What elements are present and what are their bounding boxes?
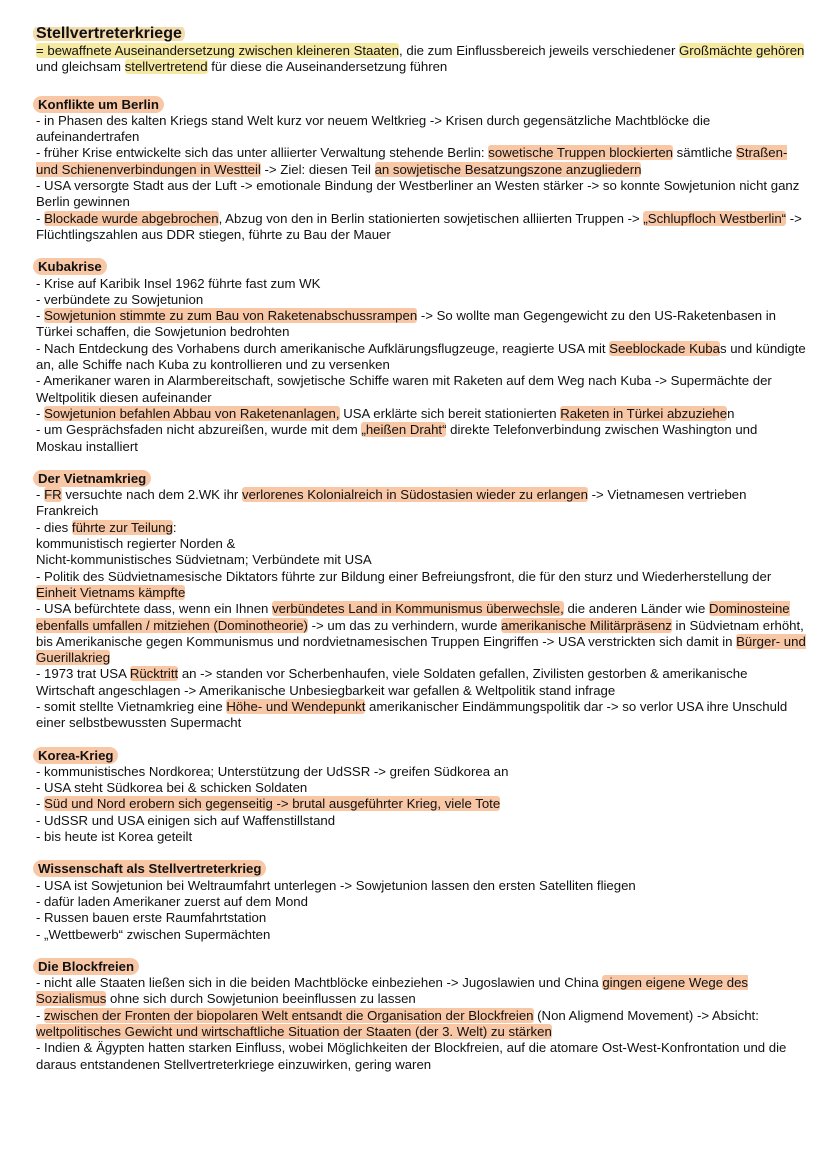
text-run: -> Ziel: diesen Teil	[260, 161, 375, 177]
highlighted-text: Sowjetunion befahlen Abbau von Raketenanlagen,	[44, 405, 340, 421]
highlighted-text: weltpolitisches Gewicht und wirtschaftliche Situation der Staaten (der 3. Welt) zu stärken	[36, 1024, 552, 1040]
text-run: an -> standen vor Scherbenhaufen, viele Soldaten gefallen, Zivilisten gestorben & amerikanische Wirtschaft angeschlagen -> Amerikanische Unbesiegbarkeit war gefallen & Weltpolitik stand infrage	[36, 666, 748, 698]
bullet-point	[36, 796, 806, 812]
section-heading: Konflikte um Berlin	[33, 96, 164, 113]
section-heading: Wissenschaft als Stellvertreterkrieg	[33, 860, 266, 877]
text-run: - Russen bauen erste Raumfahrtstation	[36, 910, 267, 926]
highlighted-text: zwischen der Fronten der biopolaren Welt entsandt die Organisation der Blockfreien	[44, 1007, 534, 1023]
text-run: -> um das zu verhindern, wurde	[307, 617, 502, 633]
highlighted-text: gingen eigene Wege des Sozialismus	[36, 975, 748, 1007]
text-run: - USA steht Südkorea bei & schicken Soldaten	[36, 780, 308, 796]
bullet-point	[36, 552, 806, 568]
highlighted-text: stellvertretend	[124, 59, 208, 75]
highlighted-text: amerikanische Militärpräsenz	[501, 617, 672, 633]
highlighted-text: an sowjetische Besatzungszone anzugliedern	[374, 161, 642, 177]
highlighted-text: verlorenes Kolonialreich in Südostasien wieder zu erlangen	[241, 487, 588, 503]
highlighted-text: Straßen- und Schienenverbindungen in Westteil	[36, 145, 788, 177]
text-run: - Amerikaner waren in Alarmbereitschaft, sowjetische Schiffe waren mit Raketen auf dem Weg nach Kuba -> Supermächte der Weltpolitik diesen aufeinander	[36, 373, 772, 405]
text-run: direkte Telefonverbindung zwischen Washington und Moskau installiert	[36, 422, 758, 454]
text-run: - in Phasen des kalten Kriegs stand Welt kurz vor neuem Weltkrieg -> Krisen durch gegensätzliche Machtblöcke die aufeinandertrafen	[36, 112, 711, 145]
highlighted-text: Blockade wurde abgebrochen	[44, 210, 219, 226]
definition-text	[36, 43, 806, 76]
text-run: - USA ist Sowjetunion bei Weltraumfahrt unterlegen -> Sowjetunion lassen den ersten Satelliten fliegen	[36, 877, 636, 893]
sections-container	[36, 43, 806, 1073]
bullet-point	[36, 601, 806, 666]
bullet-point	[36, 422, 806, 455]
bullet-point	[36, 292, 806, 308]
text-run: - verbündete zu Sowjetunion	[36, 291, 204, 307]
text-run: -	[36, 1007, 45, 1023]
document-title: Stellvertreterkriege	[33, 24, 185, 43]
highlighted-text: = bewaffnete Auseinandersetzung zwischen kleineren Staaten	[36, 43, 400, 58]
text-run: - um Gesprächsfaden nicht abzureißen, wurde mit dem	[36, 422, 362, 438]
bullet-point	[36, 308, 806, 341]
highlighted-text: „heißen Draht“	[361, 422, 447, 438]
highlighted-text: Sowjetunion stimmte zu zum Bau von Raketenabschussrampen	[44, 308, 418, 324]
text-run: -> Vietnamesen vertrieben Frankreich	[36, 487, 747, 519]
text-run: , Abzug von den in Berlin stationierten sowjetischen alliierten Truppen ->	[218, 210, 644, 226]
bullet-point	[36, 1040, 806, 1073]
section-heading: Korea-Krieg	[33, 747, 118, 764]
text-run: - USA befürchtete dass, wenn ein Ihnen	[36, 601, 273, 617]
section	[36, 732, 806, 846]
text-run: - „Wettbewerb“ zwischen Supermächten	[36, 926, 271, 942]
highlighted-text: Großmächte gehören	[679, 43, 805, 58]
bullet-point	[36, 780, 806, 796]
bullet-point	[36, 927, 806, 943]
highlighted-text: Einheit Vietnams kämpfte	[36, 584, 186, 600]
section-heading: Die Blockfreien	[33, 958, 139, 975]
bullet-point	[36, 487, 806, 520]
highlighted-text: Dominosteine ebenfalls umfallen / mitziehen (Dominotheorie)	[36, 601, 790, 633]
bullet-point	[36, 878, 806, 894]
text-run: - dies	[36, 519, 72, 535]
text-run: - nicht alle Staaten ließen sich in die beiden Machtblöcke einbeziehen -> Jugoslawien und China	[36, 975, 603, 991]
text-run: -	[36, 308, 45, 324]
bullet-point	[36, 406, 806, 422]
text-run: in Südvietnam erhöht, bis Amerikanische gegen Kommunismus und nordvietnamesischen Truppen Eingriffen -> USA verstrickten sich damit in	[36, 617, 804, 649]
bullet-point	[36, 813, 806, 829]
highlighted-text: Bürger- und Guerillakrieg	[36, 633, 806, 666]
section	[36, 845, 806, 942]
bullet-point	[36, 1008, 806, 1041]
text-run: -	[36, 405, 45, 421]
text-run: - 1973 trat USA	[36, 666, 130, 682]
highlighted-text: FR	[44, 487, 62, 503]
text-run: -	[36, 487, 45, 503]
highlighted-text: sowetische Truppen blockierten	[488, 145, 673, 161]
bullet-point	[36, 829, 806, 845]
section	[36, 943, 806, 1073]
text-run: -	[36, 210, 45, 226]
highlighted-text: Rücktritt	[129, 666, 179, 682]
text-run: und gleichsam	[36, 59, 125, 75]
text-run: - Indien & Ägypten hatten starken Einfluss, wobei Möglichkeiten der Blockfreien, auf die atomare Ost-West-Konfrontation und die daraus entstandenen Stellvertreterkriege einzuwirken, gering waren	[36, 1040, 787, 1072]
bullet-point	[36, 699, 806, 732]
bullet-point	[36, 373, 806, 406]
section	[36, 243, 806, 455]
text-run: amerikanischer Eindämmungspolitik dar -> so verlor USA ihre Unschuld einer selbstbewussten Supermacht	[36, 698, 788, 731]
bullet-point	[36, 910, 806, 926]
highlighted-text: Seeblockade Kuba	[609, 340, 720, 356]
highlighted-text: verbündetes Land in Kommunismus überwechsle,	[272, 601, 564, 617]
text-run: Nicht-kommunistisches Südvietnam; Verbündete mit USA	[36, 552, 372, 568]
text-run: - Krise auf Karibik Insel 1962 führte fast zum WK	[36, 275, 321, 291]
section-heading: Kubakrise	[33, 258, 107, 275]
bullet-point	[36, 113, 806, 146]
text-run: (Non Aligmend Movement) -> Absicht:	[533, 1007, 759, 1023]
bullet-point	[36, 666, 806, 699]
text-run: - USA versorgte Stadt aus der Luft -> emotionale Bindung der Westberliner an Westen stärker -> so konnte Sowjetunion nicht ganz Berlin gewinnen	[36, 178, 800, 210]
section	[36, 455, 806, 732]
section-heading: Der Vietnamkrieg	[33, 470, 151, 487]
bullet-point	[36, 341, 806, 374]
section	[36, 43, 806, 76]
highlighted-text: Süd und Nord erobern sich gegenseitig -> brutal ausgeführter Krieg, viele Tote	[44, 796, 501, 812]
highlighted-text: Raketen in Türkei abzuziehe	[560, 405, 728, 421]
text-run: :	[172, 519, 177, 535]
text-run: - kommunistisches Nordkorea; Unterstützung der UdSSR -> greifen Südkorea an	[36, 763, 509, 779]
bullet-point	[36, 145, 806, 178]
text-run: für diese die Auseinandersetzung führen	[207, 59, 448, 75]
text-run: - früher Krise entwickelte sich das unter alliierter Verwaltung stehende Berlin:	[36, 145, 489, 161]
highlighted-text: führte zur Teilung	[71, 519, 173, 535]
text-run: , die zum Einflussbereich jeweils verschiedener	[399, 43, 680, 58]
bullet-point	[36, 894, 806, 910]
text-run: -	[36, 796, 45, 812]
text-run: - UdSSR und USA einigen sich auf Waffenstillstand	[36, 812, 336, 828]
bullet-point	[36, 764, 806, 780]
bullet-point	[36, 211, 806, 244]
text-run: n	[727, 405, 735, 421]
section	[36, 76, 806, 244]
bullet-point	[36, 178, 806, 211]
text-run: ohne sich durch Sowjetunion beeinflussen zu lassen	[106, 991, 416, 1007]
text-run: - Politik des Südvietnamesische Diktators führte zur Bildung einer Befreiungsfront, die für den sturz und Wiederherstellung der	[36, 568, 772, 584]
bullet-point	[36, 276, 806, 292]
highlighted-text: Höhe- und Wendepunkt	[226, 698, 366, 714]
highlighted-text: „Schlupfloch Westberlin“	[643, 210, 787, 226]
text-run: sämtliche	[673, 145, 737, 161]
text-run: - somit stellte Vietnamkrieg eine	[36, 698, 227, 714]
bullet-point	[36, 975, 806, 1008]
text-run: - dafür laden Amerikaner zuerst auf dem Mond	[36, 893, 308, 909]
bullet-point	[36, 569, 806, 602]
bullet-point	[36, 520, 806, 536]
text-run: s und kündigte an, alle Schiffe nach Kuba zu kontrollieren und zu versenken	[36, 340, 806, 373]
text-run: -> So wollte man Gegengewicht zu den US-Raketenbasen in Türkei schaffen, die Sowjetunion bedrohten	[36, 308, 777, 340]
text-run: versuchte nach dem 2.WK ihr	[61, 487, 242, 503]
text-run: USA erklärte sich bereit stationierten	[339, 405, 561, 421]
text-run: kommunistisch regierter Norden &	[36, 536, 236, 552]
text-run: die anderen Länder wie	[563, 601, 709, 617]
bullet-point	[36, 536, 806, 552]
text-run: -> Flüchtlingszahlen aus DDR stiegen, führte zu Bau der Mauer	[36, 210, 802, 242]
document	[36, 24, 806, 1073]
text-run: - Nach Entdeckung des Vorhabens durch amerikanische Aufklärungsflugzeuge, reagierte USA mit	[36, 340, 610, 356]
text-run: - bis heute ist Korea geteilt	[36, 829, 193, 845]
